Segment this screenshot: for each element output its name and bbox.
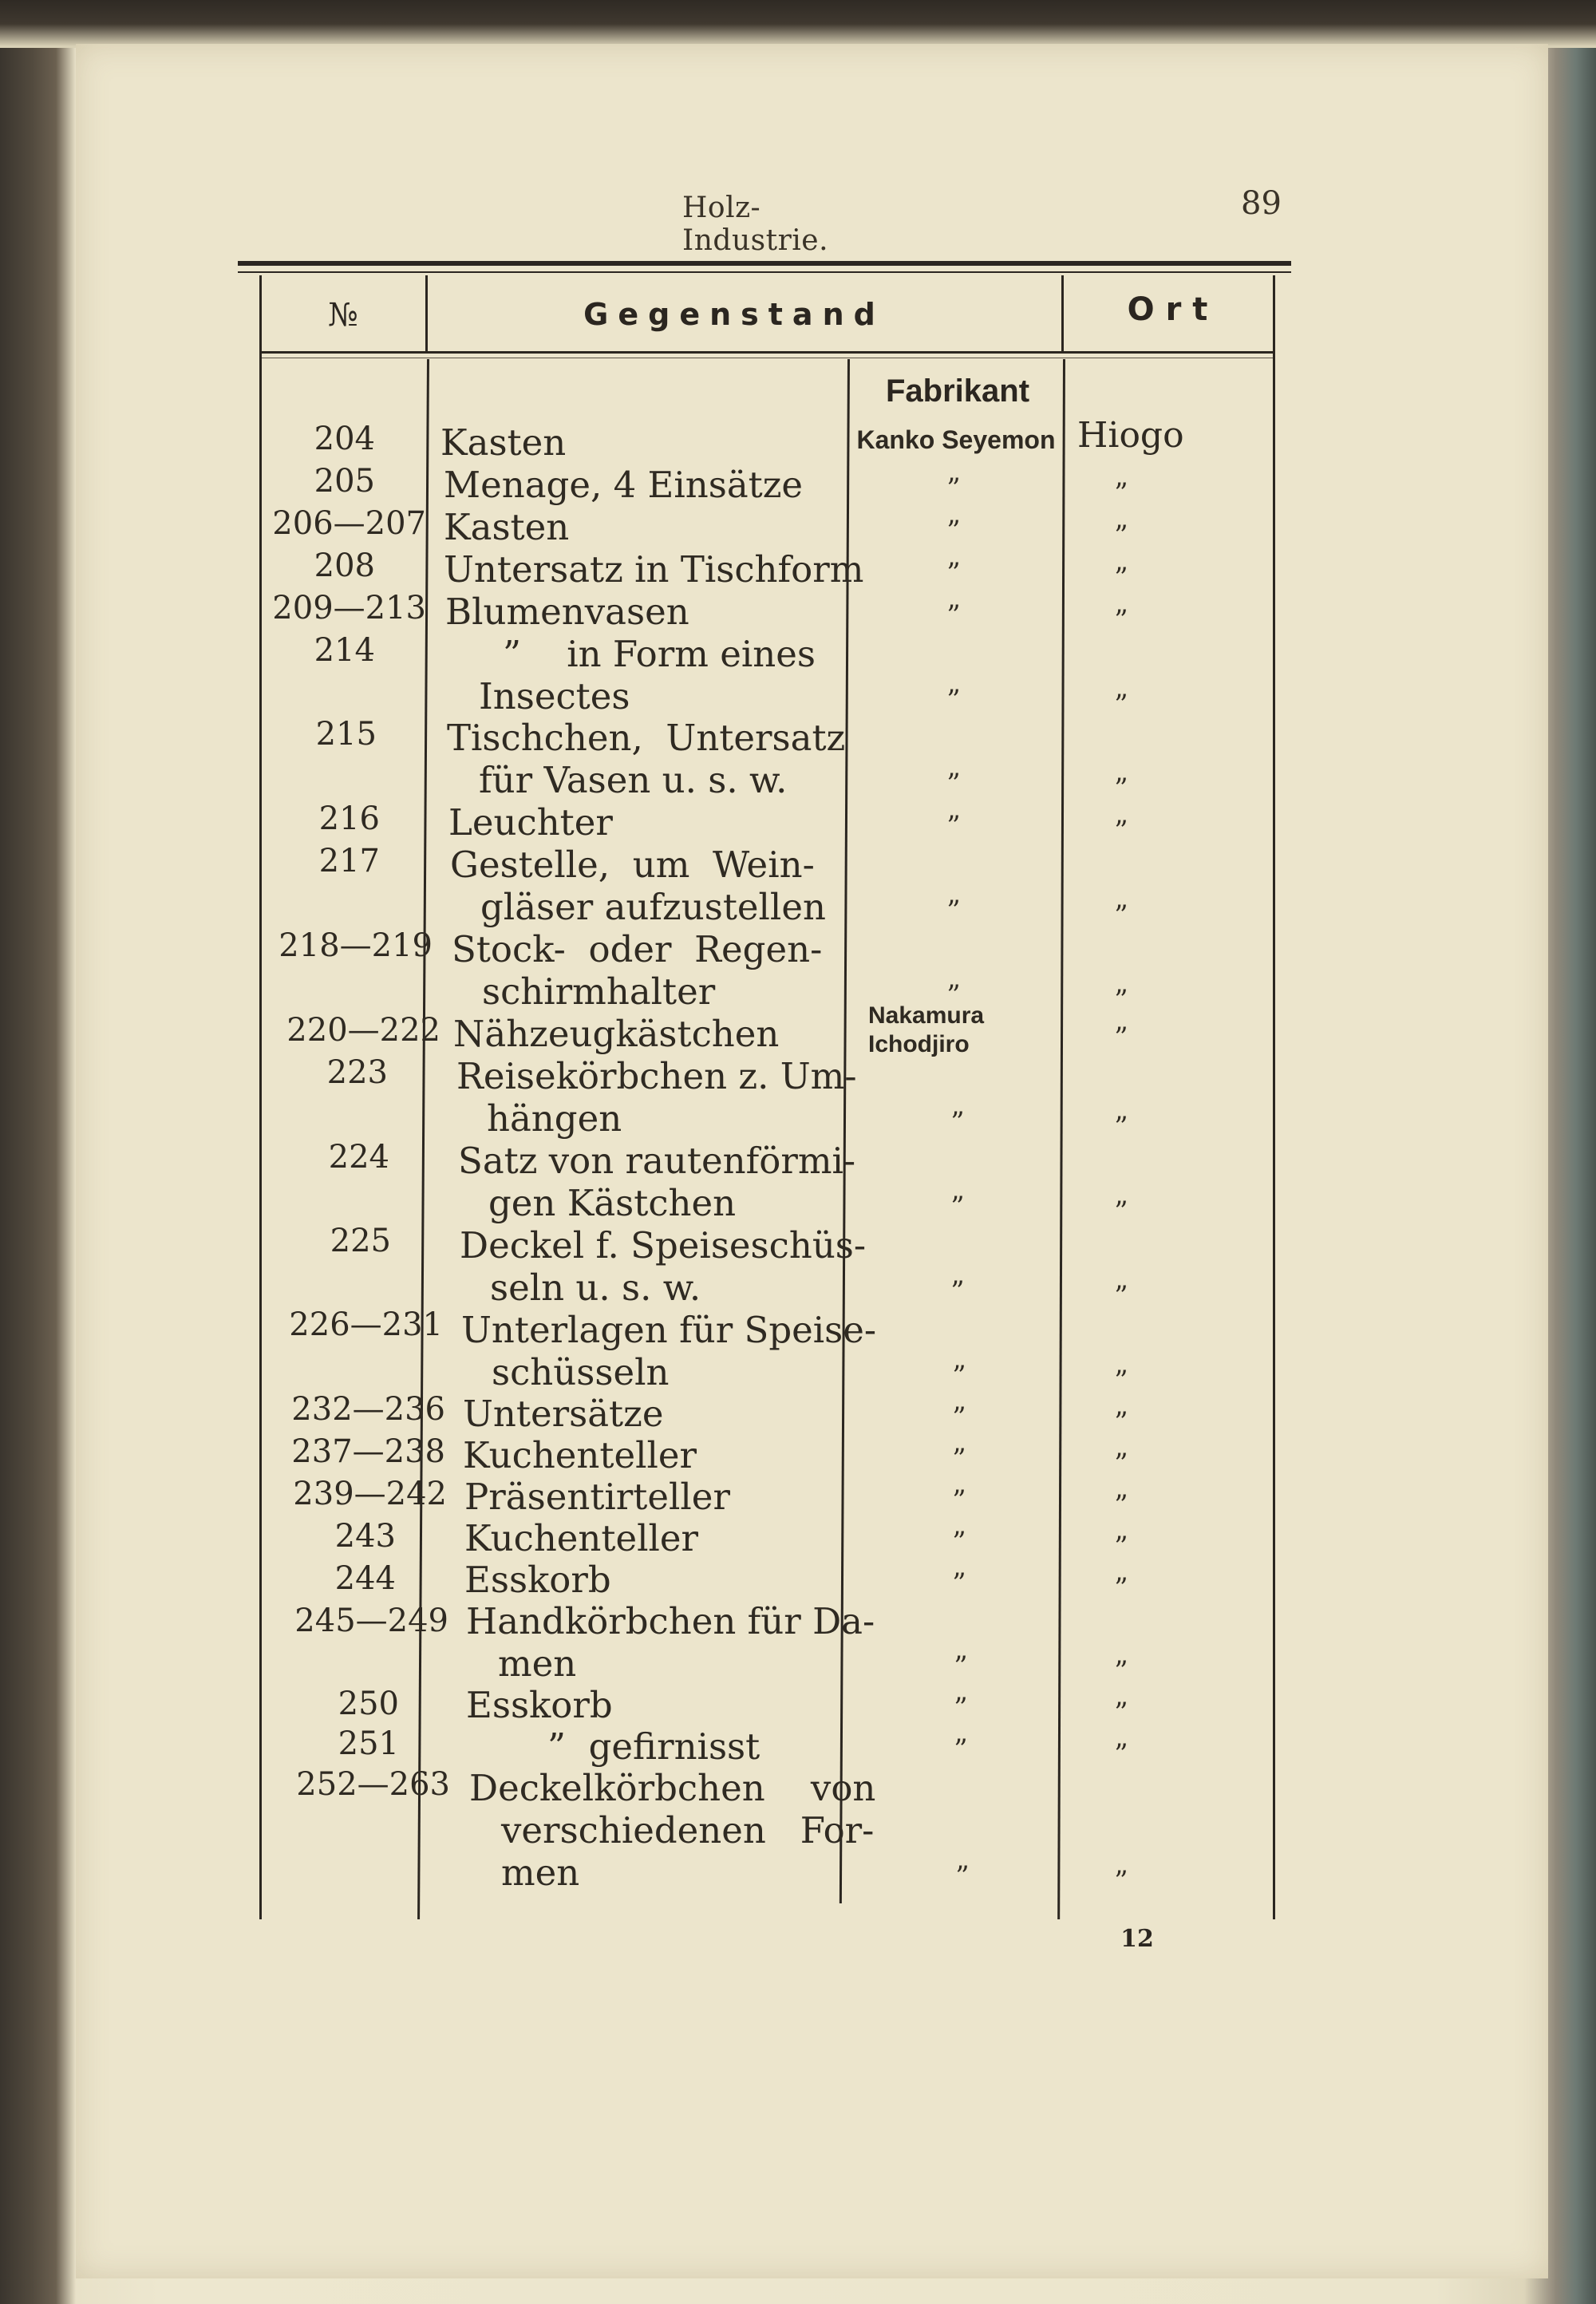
entry-number: 226—231 (289, 1306, 443, 1343)
table-header-rule (262, 351, 1274, 354)
column-header-place: Ort (1127, 291, 1219, 328)
item-line: für Vasen u. s. w. (479, 759, 788, 801)
entry-number: 250 (338, 1686, 399, 1722)
ditto-mark: ” (1114, 604, 1128, 636)
item-line: Kasten (440, 421, 567, 464)
signature-mark: 12 (1120, 1925, 1154, 1953)
ditto-mark: ” (946, 684, 961, 716)
entry-number: 205 (314, 463, 375, 500)
ditto-mark: ” (955, 1860, 970, 1892)
item-line: verschiedenen For- (501, 1809, 875, 1851)
item-line: Tischchen, Untersatz (447, 717, 846, 759)
entry-number: 217 (318, 843, 380, 879)
ditto-mark: ” (1114, 1738, 1128, 1770)
ditto-mark: ” (1114, 689, 1128, 721)
ditto-mark: ” (1114, 1280, 1128, 1312)
maker-name: Nakamura (868, 1002, 985, 1029)
ditto-mark: ” (1114, 1406, 1128, 1438)
ditto-mark: ” (952, 1484, 966, 1516)
ditto-mark: ” (1114, 1111, 1128, 1143)
ditto-mark: ” (1114, 1448, 1128, 1480)
item-line: Deckel f. Speiseschüs- (460, 1224, 867, 1267)
ditto-mark: ” (1114, 984, 1128, 1016)
ditto-mark: ” (1114, 1195, 1128, 1227)
table-right-border (1273, 275, 1275, 1919)
item-line: Kuchenteller (464, 1517, 699, 1559)
item-line: ” in Form eines (503, 633, 816, 675)
item-line: Handkörbchen für Da- (466, 1600, 875, 1642)
header-divider-1 (425, 275, 428, 353)
ditto-mark: ” (946, 557, 961, 589)
item-line: ” gefirnisst (547, 1725, 760, 1768)
item-line: Kuchenteller (463, 1434, 697, 1476)
item-line: schirmhalter (482, 970, 716, 1013)
entry-number: 251 (338, 1725, 399, 1762)
running-head: Holz-Industrie. (682, 192, 829, 257)
entry-number: 216 (318, 800, 380, 837)
ditto-mark: ” (1114, 773, 1128, 804)
entry-number: 206—207 (272, 505, 426, 542)
item-line: Nähzeugkästchen (453, 1013, 780, 1055)
item-line: Reisekörbchen z. Um- (456, 1055, 857, 1097)
entry-number: 208 (314, 547, 375, 584)
entry-number: 225 (330, 1223, 391, 1259)
column-header-item: Gegenstand (583, 297, 885, 332)
ditto-mark: ” (1114, 1655, 1128, 1687)
column-header-number: № (328, 297, 358, 334)
entry-number: 239—242 (293, 1476, 447, 1512)
item-line: Menage, 4 Einsätze (444, 464, 804, 506)
item-line: Untersätze (463, 1393, 664, 1435)
ditto-mark: ” (1114, 1022, 1128, 1053)
ditto-mark: ” (946, 979, 961, 1011)
ditto-mark: ” (952, 1567, 966, 1599)
page-number: 89 (1241, 185, 1282, 222)
item-line: Esskorb (466, 1684, 613, 1726)
ditto-mark: ” (950, 1106, 965, 1138)
ditto-mark: ” (954, 1733, 968, 1765)
ditto-mark: ” (1114, 1531, 1128, 1563)
item-line: Unterlagen für Speise- (461, 1309, 877, 1351)
item-line: Esskorb (464, 1559, 611, 1601)
entry-number: 218—219 (279, 927, 433, 964)
item-line: Insectes (479, 675, 630, 717)
ditto-mark: ” (1114, 562, 1128, 594)
maker-name: Ichodjiro (868, 1031, 970, 1057)
ditto-mark: ” (954, 1650, 968, 1682)
item-line: Stock- oder Regen- (452, 928, 823, 970)
maker-name: Kanko Seyemon (856, 425, 1056, 454)
ditto-mark: ” (1114, 899, 1128, 931)
place-name: Hiogo (1077, 415, 1184, 456)
entry-number: 204 (314, 421, 375, 457)
table-top-rule (238, 261, 1291, 266)
ditto-mark: ” (1114, 1865, 1128, 1897)
ditto-mark: ” (952, 1526, 966, 1558)
entry-number: 209—213 (272, 590, 426, 626)
item-line: hängen (487, 1097, 622, 1140)
entry-number: 243 (334, 1518, 396, 1555)
ditto-mark: ” (950, 1191, 965, 1223)
entry-number: 215 (315, 716, 377, 753)
item-line: Satz von rautenförmi- (458, 1140, 856, 1182)
ditto-mark: ” (946, 895, 961, 927)
ditto-mark: ” (952, 1360, 966, 1392)
entry-number: 232—236 (291, 1391, 445, 1428)
item-line: Untersatz in Tischform (444, 548, 864, 591)
item-line: Blumenvasen (445, 591, 689, 633)
ditto-mark: ” (946, 810, 961, 842)
item-line: schüsseln (492, 1351, 670, 1393)
entry-number: 224 (328, 1139, 389, 1176)
ditto-mark: ” (1114, 1697, 1128, 1729)
ditto-mark: ” (1114, 815, 1128, 847)
ditto-mark: ” (946, 515, 961, 547)
ditto-mark: ” (952, 1443, 966, 1475)
item-line: gen Kästchen (488, 1182, 737, 1224)
column-header-manufacturer: Fabrikant (885, 373, 1030, 409)
header-divider-2 (1061, 275, 1064, 353)
ditto-mark: ” (946, 472, 961, 504)
entry-number: 244 (334, 1560, 396, 1597)
entry-number: 214 (314, 632, 375, 669)
ditto-mark: ” (946, 599, 961, 631)
ditto-mark: ” (1114, 1365, 1128, 1397)
entry-number: 252—263 (296, 1766, 450, 1803)
entry-number: 223 (326, 1054, 388, 1091)
ditto-mark: ” (1114, 1489, 1128, 1521)
ditto-mark: ” (1114, 520, 1128, 551)
item-line: Präsentirteller (464, 1476, 730, 1518)
table-top-rule-thin (238, 271, 1291, 273)
ditto-mark: ” (1114, 1572, 1128, 1604)
ditto-mark: ” (946, 768, 961, 800)
ditto-mark: ” (954, 1692, 968, 1724)
item-line: Kasten (444, 506, 570, 548)
ditto-mark: ” (950, 1275, 965, 1307)
item-line: gläser aufzustellen (480, 886, 826, 928)
item-line: men (498, 1642, 577, 1685)
item-line: men (501, 1851, 580, 1894)
entry-number: 237—238 (291, 1433, 445, 1470)
item-line: Leuchter (448, 801, 613, 844)
entry-number: 245—249 (294, 1603, 448, 1639)
book-top-edge (0, 0, 1596, 48)
item-line: Deckelkörbchen von (469, 1767, 876, 1809)
ditto-mark: ” (1114, 477, 1128, 509)
item-line: seln u. s. w. (490, 1267, 701, 1309)
item-line: Gestelle, um Wein- (450, 844, 815, 886)
ditto-mark: ” (952, 1401, 966, 1433)
entry-number: 220—222 (286, 1012, 440, 1049)
